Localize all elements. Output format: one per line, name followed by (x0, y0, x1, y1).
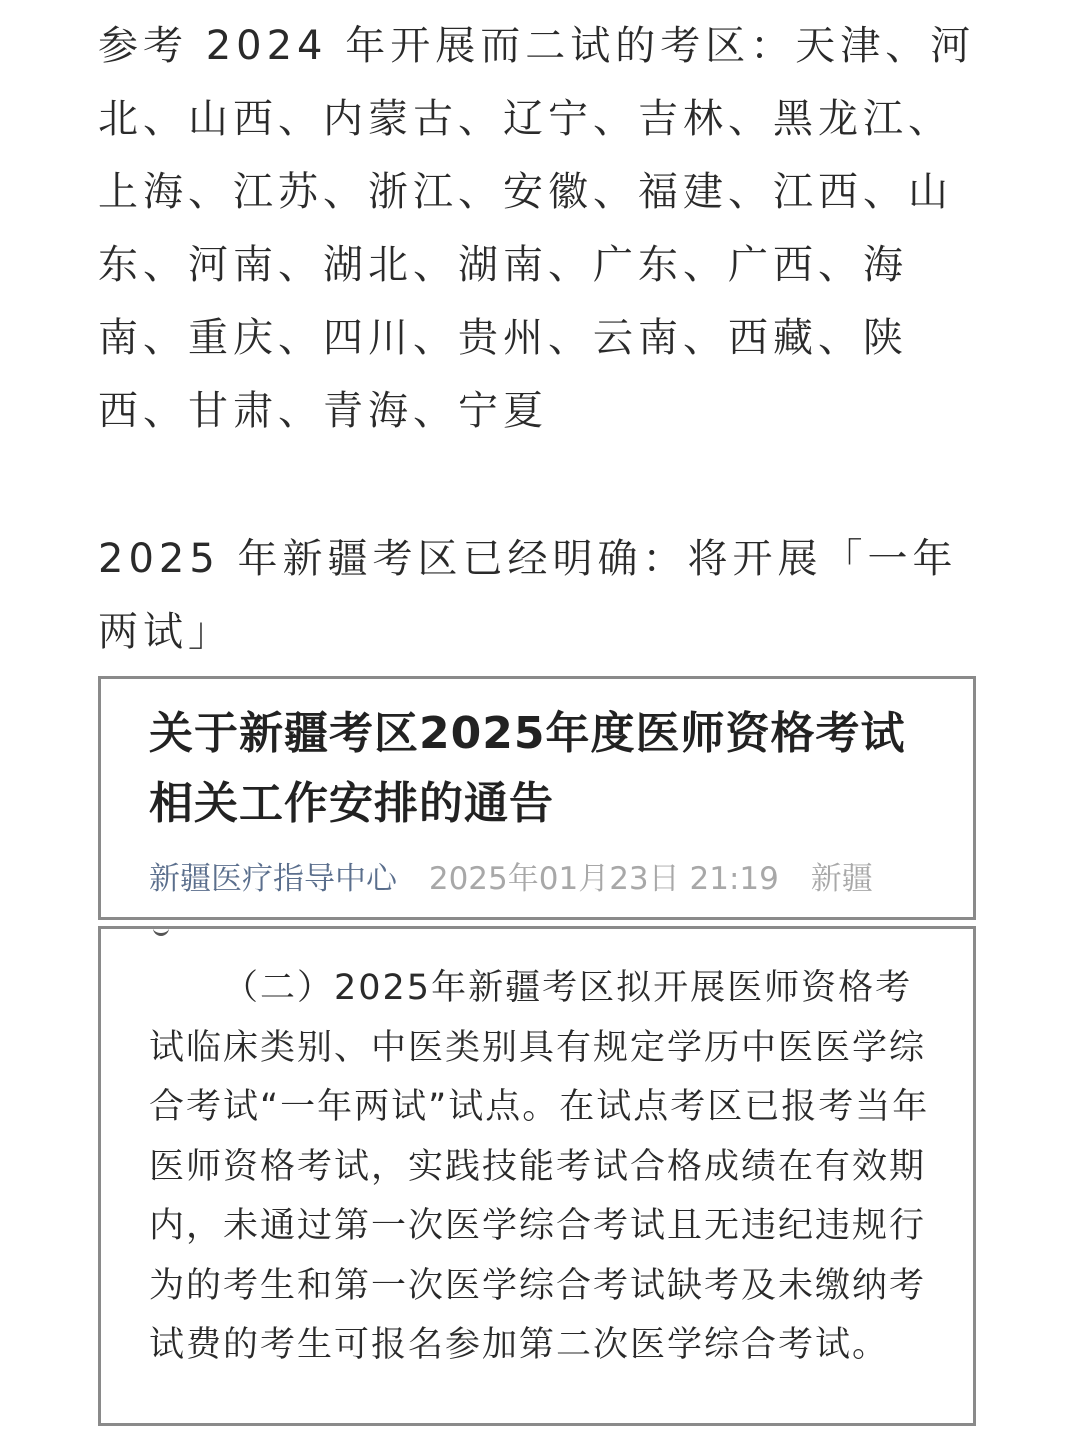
notice-meta (149, 859, 973, 899)
cropped-text-fragment (153, 926, 169, 936)
notice-source-link[interactable]: 新疆医疗指导中心 (149, 861, 397, 897)
notice-body-screenshot (98, 926, 976, 1426)
notice-header-screenshot (98, 676, 976, 920)
article-content (98, 10, 988, 669)
notice-body-text: （二）2025年新疆考区拟开展医师资格考试临床类别、中医类别具有规定学历中医医学综合考试“一年两试”试点。在试点考区已报考当年医师资格考试，实践技能考试合格成绩在有效期内，未通过第一次医学综合考试且无违纪违规行为的考生和第一次医学综合考试缺考及未缴纳考试费的考生可报名参加第二次医学综合考试。 (149, 968, 930, 1365)
announcement-paragraph: 2025 年新疆考区已经明确：将开展「一年两试」 (98, 536, 958, 655)
notice-datetime: 2025年01月23日 21:19 (428, 861, 779, 897)
intro-paragraph: 参考 2024 年开展而二试的考区：天津、河北、山西、内蒙古、辽宁、吉林、黑龙江、上海、江苏、浙江、安徽、福建、江西、山东、河南、湖北、湖南、广东、广西、海南、重庆、四川、贵州、云南、西藏、陕西、甘肃、青海、宁夏 (98, 23, 976, 434)
notice-title: 关于新疆考区2025年度医师资格考试相关工作安排的通告 (149, 708, 906, 829)
notice-region: 新疆 (810, 861, 873, 897)
